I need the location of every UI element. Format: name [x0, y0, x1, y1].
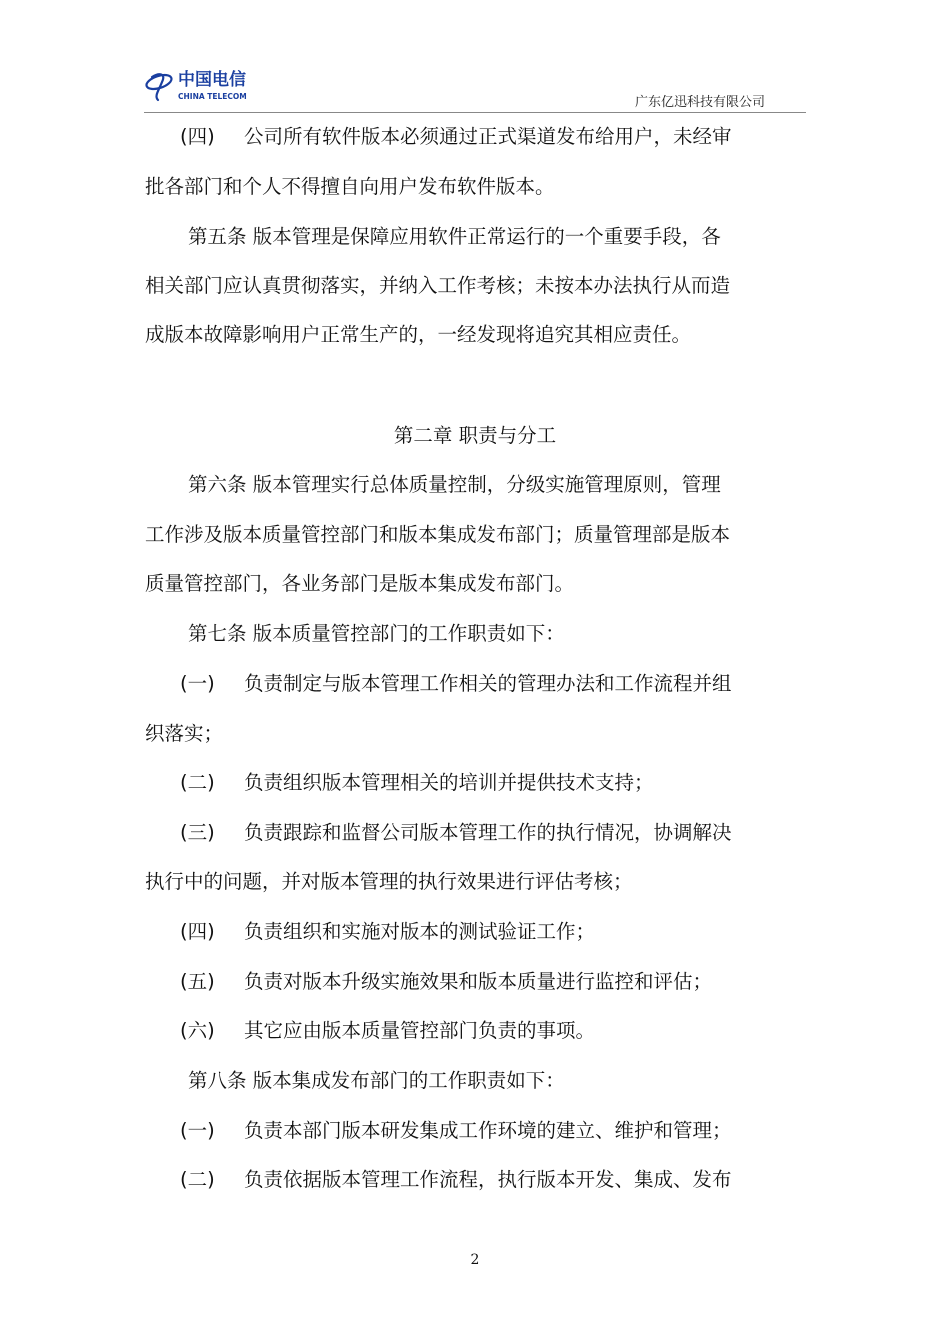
item-text: 负责本部门版本研发集成工作环境的建立、维护和管理；: [244, 1119, 732, 1142]
article-6-line: 工作涉及版本质量管控部门和版本集成发布部门；质量管理部是版本: [145, 523, 731, 546]
page-number: 2: [470, 1252, 480, 1268]
item-text: 负责组织和实施对版本的测试验证工作；: [244, 920, 596, 943]
header-divider: [144, 112, 806, 113]
article-8-line: 第八条 版本集成发布部门的工作职责如下：: [188, 1069, 565, 1092]
item-text: 负责组织版本管理相关的培训并提供技术支持；: [244, 771, 654, 794]
logo-text-cn: 中国电信: [178, 70, 246, 90]
item-number: (三): [180, 821, 215, 844]
item-text: 负责对版本升级实施效果和版本质量进行监控和评估；: [244, 970, 713, 993]
article-6-line: 质量管控部门，各业务部门是版本集成发布部门。: [145, 572, 575, 595]
article-6-line: 第六条 版本管理实行总体质量控制，分级实施管理原则，管理: [188, 473, 721, 496]
article-5-line: 第五条 版本管理是保障应用软件正常运行的一个重要手段，各: [188, 225, 721, 248]
article-5-line: 相关部门应认真贯彻落实，并纳入工作考核；未按本办法执行从而造: [145, 274, 731, 297]
item-text: 负责依据版本管理工作流程，执行版本开发、集成、发布: [244, 1168, 732, 1191]
item-number: (四): [180, 920, 215, 943]
item-text: 其它应由版本质量管控部门负责的事项。: [244, 1019, 596, 1042]
company-name: 广东亿迅科技有限公司: [634, 95, 765, 110]
china-telecom-logo: [144, 64, 266, 104]
logo-text-en: CHINA TELECOM: [178, 92, 247, 101]
item-number: (六): [180, 1019, 215, 1042]
item-text: 负责制定与版本管理工作相关的管理办法和工作流程并组: [244, 672, 732, 695]
article-5-line: 成版本故障影响用户正常生产的，一经发现将追究其相应责任。: [145, 323, 692, 346]
item-text: 负责跟踪和监督公司版本管理工作的执行情况，协调解决: [244, 821, 732, 844]
item-number: (一): [180, 672, 215, 695]
article-7-line: 第七条 版本质量管控部门的工作职责如下：: [188, 622, 565, 645]
item-continuation: 执行中的问题，并对版本管理的执行效果进行评估考核；: [145, 870, 633, 893]
paragraph-line: 批各部门和个人不得擅自向用户发布软件版本。: [145, 175, 555, 198]
item-text: 公司所有软件版本必须通过正式渠道发布给用户，未经审: [244, 125, 732, 148]
item-number: (四): [180, 125, 215, 148]
item-number: (二): [180, 1168, 215, 1191]
item-number: (五): [180, 970, 215, 993]
item-continuation: 织落实；: [145, 722, 224, 745]
item-number: (一): [180, 1119, 215, 1142]
item-number: (二): [180, 771, 215, 794]
chapter-heading: 第二章 职责与分工: [393, 424, 557, 447]
